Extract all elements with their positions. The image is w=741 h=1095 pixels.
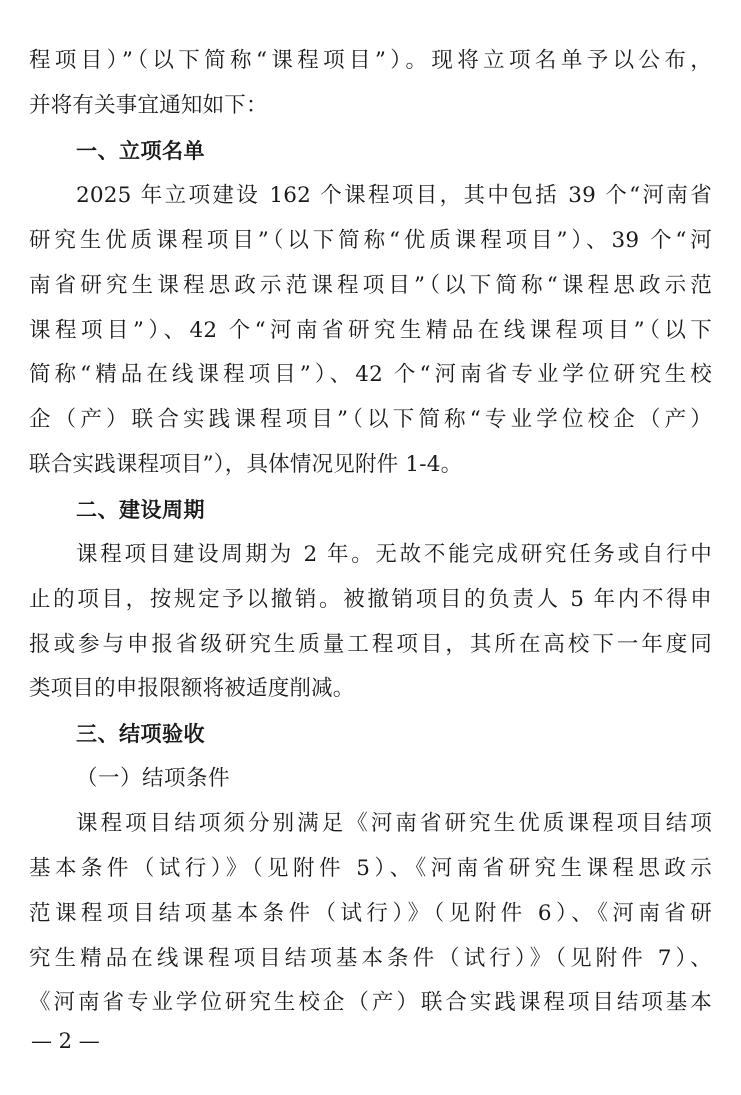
body-line: 2025 年立项建设 162 个课程项目，其中包括 39 个“河南省	[76, 183, 712, 208]
body-line: 南省研究生课程思政示范课程项目”（以下简称“课程思政示范	[29, 273, 712, 298]
section-heading-acceptance: 三、结项验收	[76, 722, 205, 746]
page-number: — 2 —	[31, 1029, 100, 1053]
body-line: 究生精品在线课程项目结项基本条件（试行）》（见附件 7）、	[29, 946, 712, 971]
body-line: 止的项目，按规定予以撤销。被撤销项目的负责人 5 年内不得申	[29, 587, 712, 612]
body-line: 企（产）联合实践课程项目”（以下简称“专业学位校企（产）	[29, 407, 712, 432]
body-line: 程项目）”（以下简称“课程项目”）。现将立项名单予以公布，	[29, 48, 712, 73]
body-line: 基本条件（试行）》（见附件 5）、《河南省研究生课程思政示	[29, 856, 712, 881]
body-line: 范课程项目结项基本条件（试行）》（见附件 6）、《河南省研	[29, 901, 712, 926]
body-line: 类项目的申报限额将被适度削减。	[29, 676, 355, 701]
body-line: 课程项目”）、42 个“河南省研究生精品在线课程项目”（以下	[29, 318, 712, 343]
body-line: 简称“精品在线课程项目”）、42 个“河南省专业学位研究生校	[29, 362, 712, 387]
body-line: 报或参与申报省级研究生质量工程项目，其所在高校下一年度同	[29, 632, 712, 657]
section-heading-list: 一、立项名单	[76, 139, 205, 163]
body-line: 《河南省专业学位研究生校企（产）联合实践课程项目结项基本	[29, 990, 712, 1015]
section-heading-period: 二、建设周期	[76, 498, 205, 522]
body-line: 课程项目建设周期为 2 年。无故不能完成研究任务或自行中	[76, 542, 712, 567]
body-line: 课程项目结项须分别满足《河南省研究生优质课程项目结项	[76, 811, 712, 836]
body-line: 研究生优质课程项目”（以下简称“优质课程项目”）、39 个“河	[29, 228, 712, 253]
body-line: 并将有关事宜通知如下：	[29, 93, 268, 118]
body-line: 联合实践课程项目”），具体情况见附件 1-4。	[29, 452, 463, 477]
subsection-heading-conditions: （一）结项条件	[76, 766, 231, 791]
